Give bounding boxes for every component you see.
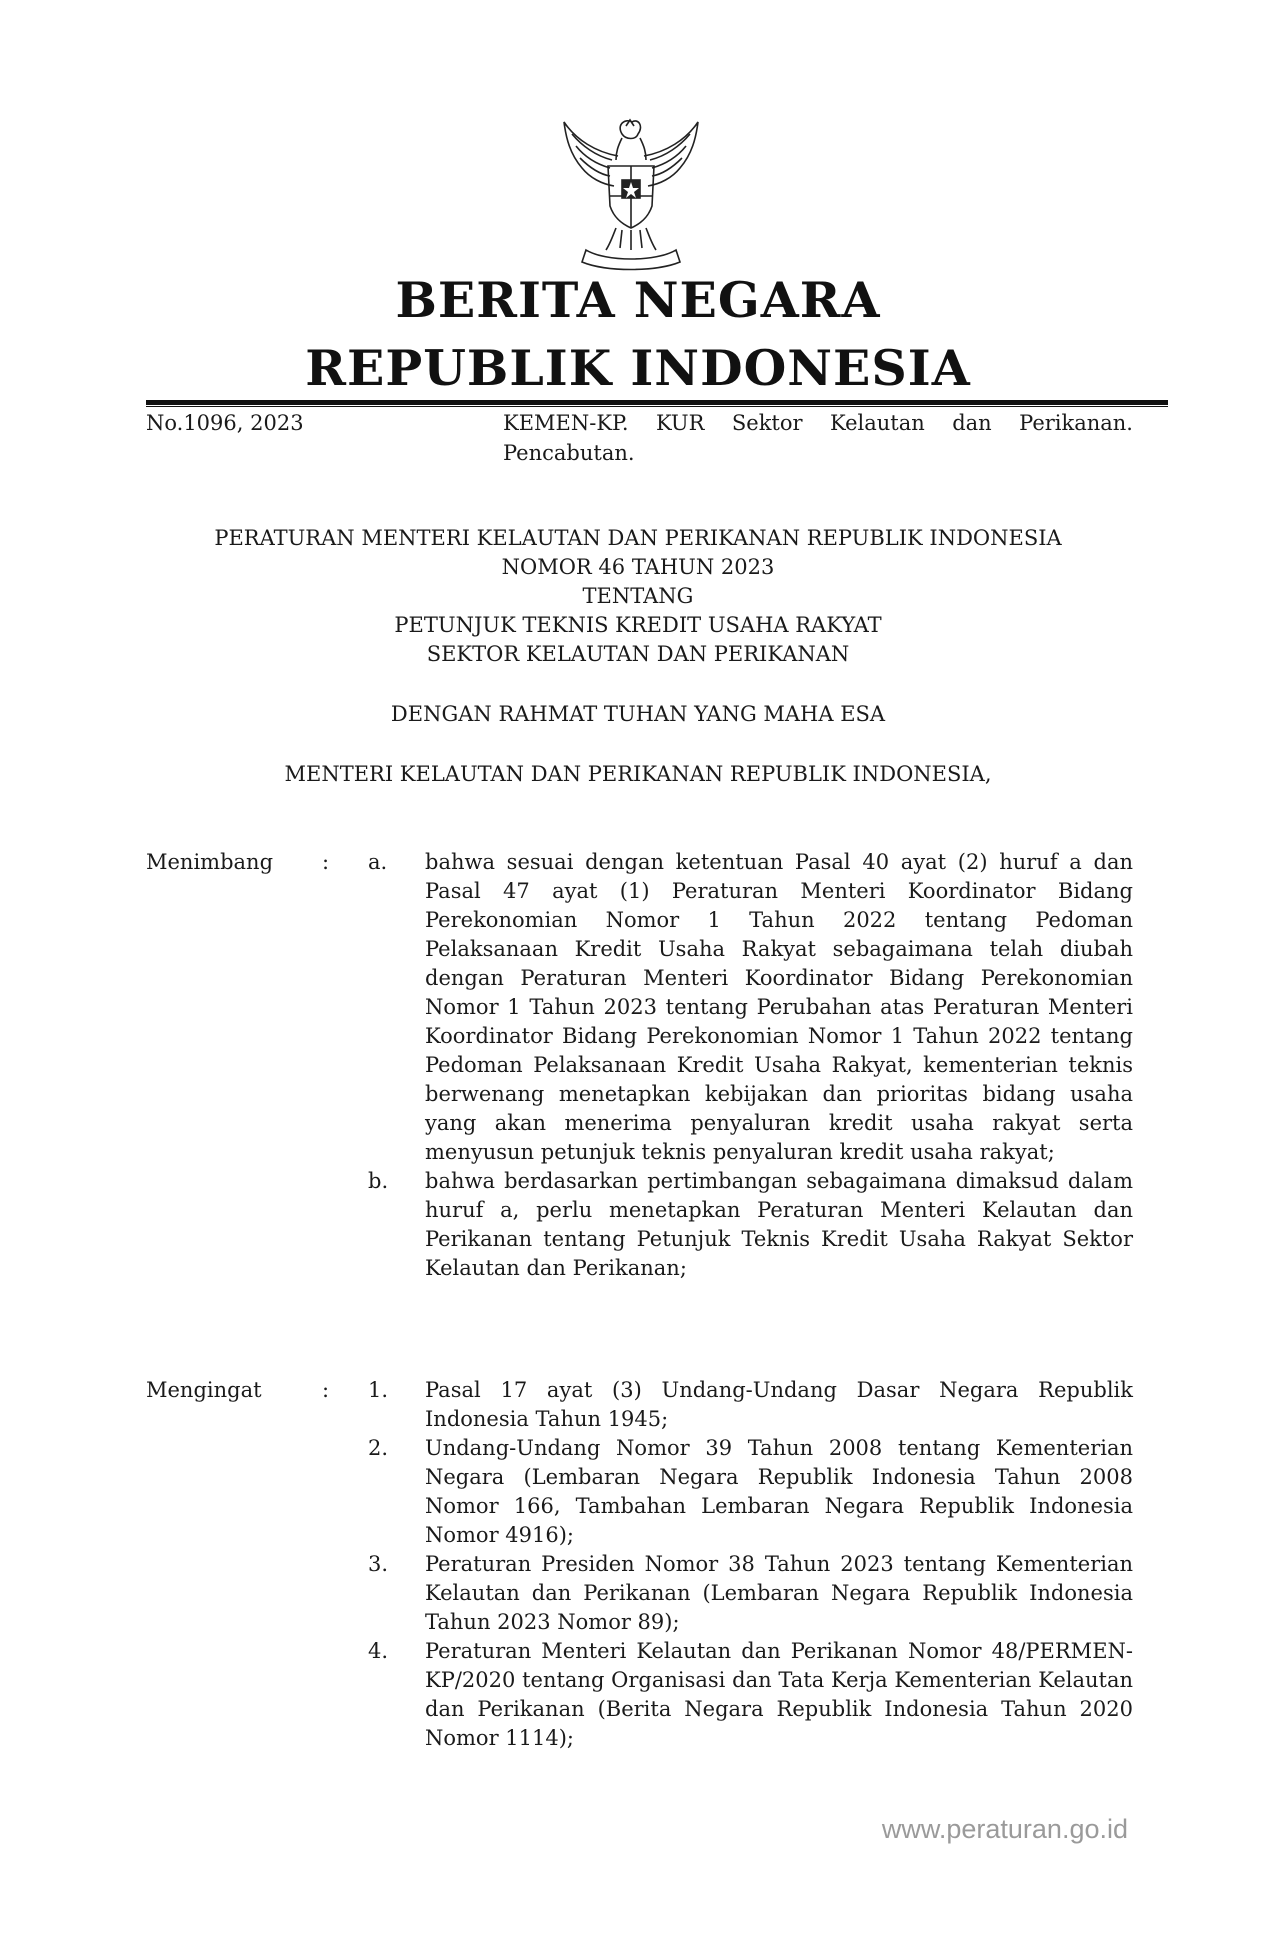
item-marker: 3. (368, 1552, 389, 1576)
regulation-subject-line1: PETUNJUK TEKNIS KREDIT USAHA RAKYAT (394, 613, 882, 637)
menimbang-item (146, 848, 1146, 1167)
menimbang-colon: : (322, 850, 330, 874)
masthead-title-line2: REPUBLIK INDONESIA (305, 339, 971, 397)
issuing-authority: MENTERI KELAUTAN DAN PERIKANAN REPUBLIK INDONESIA, (284, 762, 992, 786)
item-text: Peraturan Menteri Kelautan dan Perikanan Nomor 48/PERMEN-KP/2020 tentang Organisasi dan Tata Kerja Kementerian Kelautan dan Perikanan (Berita Negara Republik Indonesia Tahun 2020 Nomor 1114); (425, 1639, 1133, 1750)
regulation-heading (0, 524, 1276, 669)
regulation-subject-line2: SEKTOR KELAUTAN DAN PERIKANAN (426, 642, 850, 666)
item-marker: 2. (368, 1436, 389, 1460)
item-text: Pasal 17 ayat (3) Undang-Undang Dasar Negara Republik Indonesia Tahun 1945; (425, 1378, 1133, 1431)
menimbang-label: Menimbang (146, 850, 274, 874)
regulation-title: PERATURAN MENTERI KELAUTAN DAN PERIKANAN REPUBLIK INDONESIA (214, 526, 1062, 550)
publication-number: No.1096, 2023 (146, 411, 304, 435)
mengingat-item (146, 1550, 1146, 1637)
item-marker: a. (368, 850, 388, 874)
mengingat-section (146, 1376, 1146, 1753)
item-marker: b. (368, 1169, 389, 1193)
masthead-divider-thin (146, 406, 1168, 407)
item-marker: 4. (368, 1639, 389, 1663)
menimbang-section (146, 848, 1146, 1283)
item-text: bahwa sesuai dengan ketentuan Pasal 40 ayat (2) huruf a dan Pasal 47 ayat (1) Peraturan Menteri Koordinator Bidang Perekonomian Nomor 1 Tahun 2022 tentang Pedoman Pelaksanaan Kredit Usaha Rakyat sebagaimana telah diubah dengan Peraturan Menteri Koordinator Bidang Perekonomian Nomor 1 Tahun 2023 tentang Perubahan atas Peraturan Menteri Koordinator Bidang Perekonomian Nomor 1 Tahun 2022 tentang Pedoman Pelaksanaan Kredit Usaha Rakyat, kementerian teknis berwenang menetapkan kebijakan dan prioritas bidang usaha yang akan menerima penyaluran kredit usaha rakyat serta menyusun petunjuk teknis penyaluran kredit usaha rakyat; (425, 850, 1133, 1164)
mengingat-item (146, 1376, 1146, 1434)
regulation-number: NOMOR 46 TAHUN 2023 (501, 555, 775, 579)
item-text: bahwa berdasarkan pertimbangan sebagaimana dimaksud dalam huruf a, perlu menetapkan Peraturan Menteri Kelautan dan Perikanan tentang Petunjuk Teknis Kredit Usaha Rakyat Sektor Kelautan dan Perikanan; (425, 1169, 1133, 1280)
item-text: Peraturan Presiden Nomor 38 Tahun 2023 tentang Kementerian Kelautan dan Perikanan (Lembaran Negara Republik Indonesia Tahun 2023 Nomor 89); (425, 1552, 1133, 1634)
regulation-tentang: TENTANG (582, 584, 694, 608)
invocation: DENGAN RAHMAT TUHAN YANG MAHA ESA (390, 702, 886, 726)
mengingat-label: Mengingat (146, 1378, 262, 1402)
masthead-divider (146, 400, 1168, 405)
publication-description: KEMEN-KP. KUR Sektor Kelautan dan Perikanan. Pencabutan. (503, 411, 1133, 465)
footer-website-link[interactable]: www.peraturan.go.id (881, 1814, 1128, 1844)
garuda-pancasila-emblem-icon (556, 116, 706, 276)
menimbang-item (146, 1167, 1146, 1283)
mengingat-colon: : (322, 1378, 330, 1402)
masthead-title-line1: BERITA NEGARA (395, 271, 881, 329)
item-marker: 1. (368, 1378, 389, 1402)
mengingat-item (146, 1434, 1146, 1550)
mengingat-item (146, 1637, 1146, 1753)
item-text: Undang-Undang Nomor 39 Tahun 2008 tentang Kementerian Negara (Lembaran Negara Republik Indonesia Tahun 2008 Nomor 166, Tambahan Lembaran Negara Republik Indonesia Nomor 4916); (425, 1436, 1133, 1547)
